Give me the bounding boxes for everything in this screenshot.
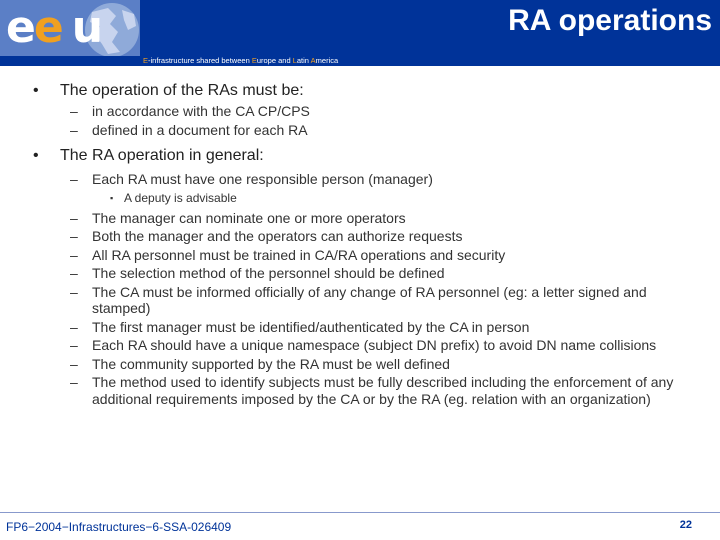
- tagline-text: merica: [315, 56, 339, 65]
- bullet-level2: [70, 355, 692, 373]
- bullet-level2: [70, 103, 692, 120]
- tagline-initial: A: [310, 56, 316, 65]
- bullet-level2: [70, 337, 692, 354]
- tagline-initial: E: [143, 56, 149, 65]
- bullet-level2: [70, 318, 692, 336]
- bullet-level3: [110, 190, 720, 206]
- bullet-level2-text: Each RA should have a unique namespace (subject DN prefix) to avoid DN name collisions: [92, 337, 657, 353]
- bullet-level2-text: All RA personnel must be trained in CA/RA operations and security: [92, 246, 506, 263]
- bullet-level1-text: The operation of the RAs must be:: [60, 82, 304, 99]
- bullet-dash-icon: –: [70, 121, 78, 138]
- bullet-dash-icon: –: [70, 103, 78, 119]
- tagline-text: urope and: [256, 56, 293, 65]
- bullet-level1: [33, 80, 720, 101]
- bullet-level1-text: The RA operation in general:: [60, 147, 264, 164]
- bullet-dot-icon: •: [33, 147, 39, 164]
- bullet-level2-text: defined in a document for each RA: [92, 121, 308, 138]
- bullet-level2: [70, 121, 692, 139]
- slide-header: [0, 0, 720, 66]
- bullet-dot-icon: •: [33, 82, 39, 99]
- bullet-level3-text: A deputy is advisable: [124, 190, 237, 205]
- bullet-dash-icon: –: [70, 318, 78, 335]
- bullet-level1: [33, 145, 720, 166]
- tagline: [143, 56, 338, 65]
- bullet-level2-text: Both the manager and the operators can authorize requests: [92, 228, 463, 244]
- slide-content: [0, 80, 720, 407]
- slide-title: RA operations: [508, 4, 712, 37]
- logo-text: ee u: [6, 2, 102, 53]
- tagline-initial: L: [292, 56, 297, 65]
- bullet-dash-icon: –: [70, 374, 78, 390]
- egee-logo: [0, 0, 140, 56]
- bullet-dash-icon: –: [70, 283, 78, 300]
- bullet-level2: [70, 374, 692, 407]
- bullet-dash-icon: –: [70, 265, 78, 281]
- bullet-level2-text: The CA must be informed officially of any change of RA personnel (eg: a letter signed and stamped): [92, 283, 647, 316]
- bullet-level2: [70, 246, 692, 264]
- bullet-level2-text: The first manager must be identified/authenticated by the CA in person: [92, 318, 530, 335]
- bullet-level2: [70, 209, 692, 227]
- bullet-dash-icon: –: [70, 337, 78, 353]
- tagline-text: atin: [296, 56, 311, 65]
- bullet-level2: [70, 265, 692, 282]
- footer-divider: [0, 512, 720, 513]
- bullet-level2-text: in accordance with the CA CP/CPS: [92, 103, 310, 119]
- bullet-level2-text: The method used to identify subjects must be fully described including the enforcement of any additional requirements imposed by the CA or by the RA (eg. relation with an organization): [92, 374, 674, 407]
- bullet-dash-icon: –: [70, 228, 78, 244]
- page-number: 22: [679, 519, 692, 531]
- bullet-dash-icon: –: [70, 209, 78, 226]
- bullet-level2: [70, 283, 692, 317]
- tagline-text: -infrastructure shared between: [148, 56, 252, 65]
- tagline-initial: E: [251, 56, 257, 65]
- bullet-square-icon: ▪: [110, 192, 114, 203]
- bullet-level2-text: Each RA must have one responsible person (manager): [92, 171, 433, 187]
- bullet-dash-icon: –: [70, 355, 78, 372]
- bullet-level2: [70, 171, 692, 188]
- footer-project-id: FP6−2004−Infrastructures−6-SSA-026409: [6, 520, 232, 534]
- bullet-level2-text: The selection method of the personnel should be defined: [92, 265, 445, 281]
- bullet-dash-icon: –: [70, 246, 78, 263]
- bullet-level2-text: The community supported by the RA must be well defined: [92, 355, 450, 372]
- bullet-level2-text: The manager can nominate one or more operators: [92, 209, 406, 226]
- bullet-dash-icon: –: [70, 171, 78, 187]
- bullet-level2: [70, 228, 692, 245]
